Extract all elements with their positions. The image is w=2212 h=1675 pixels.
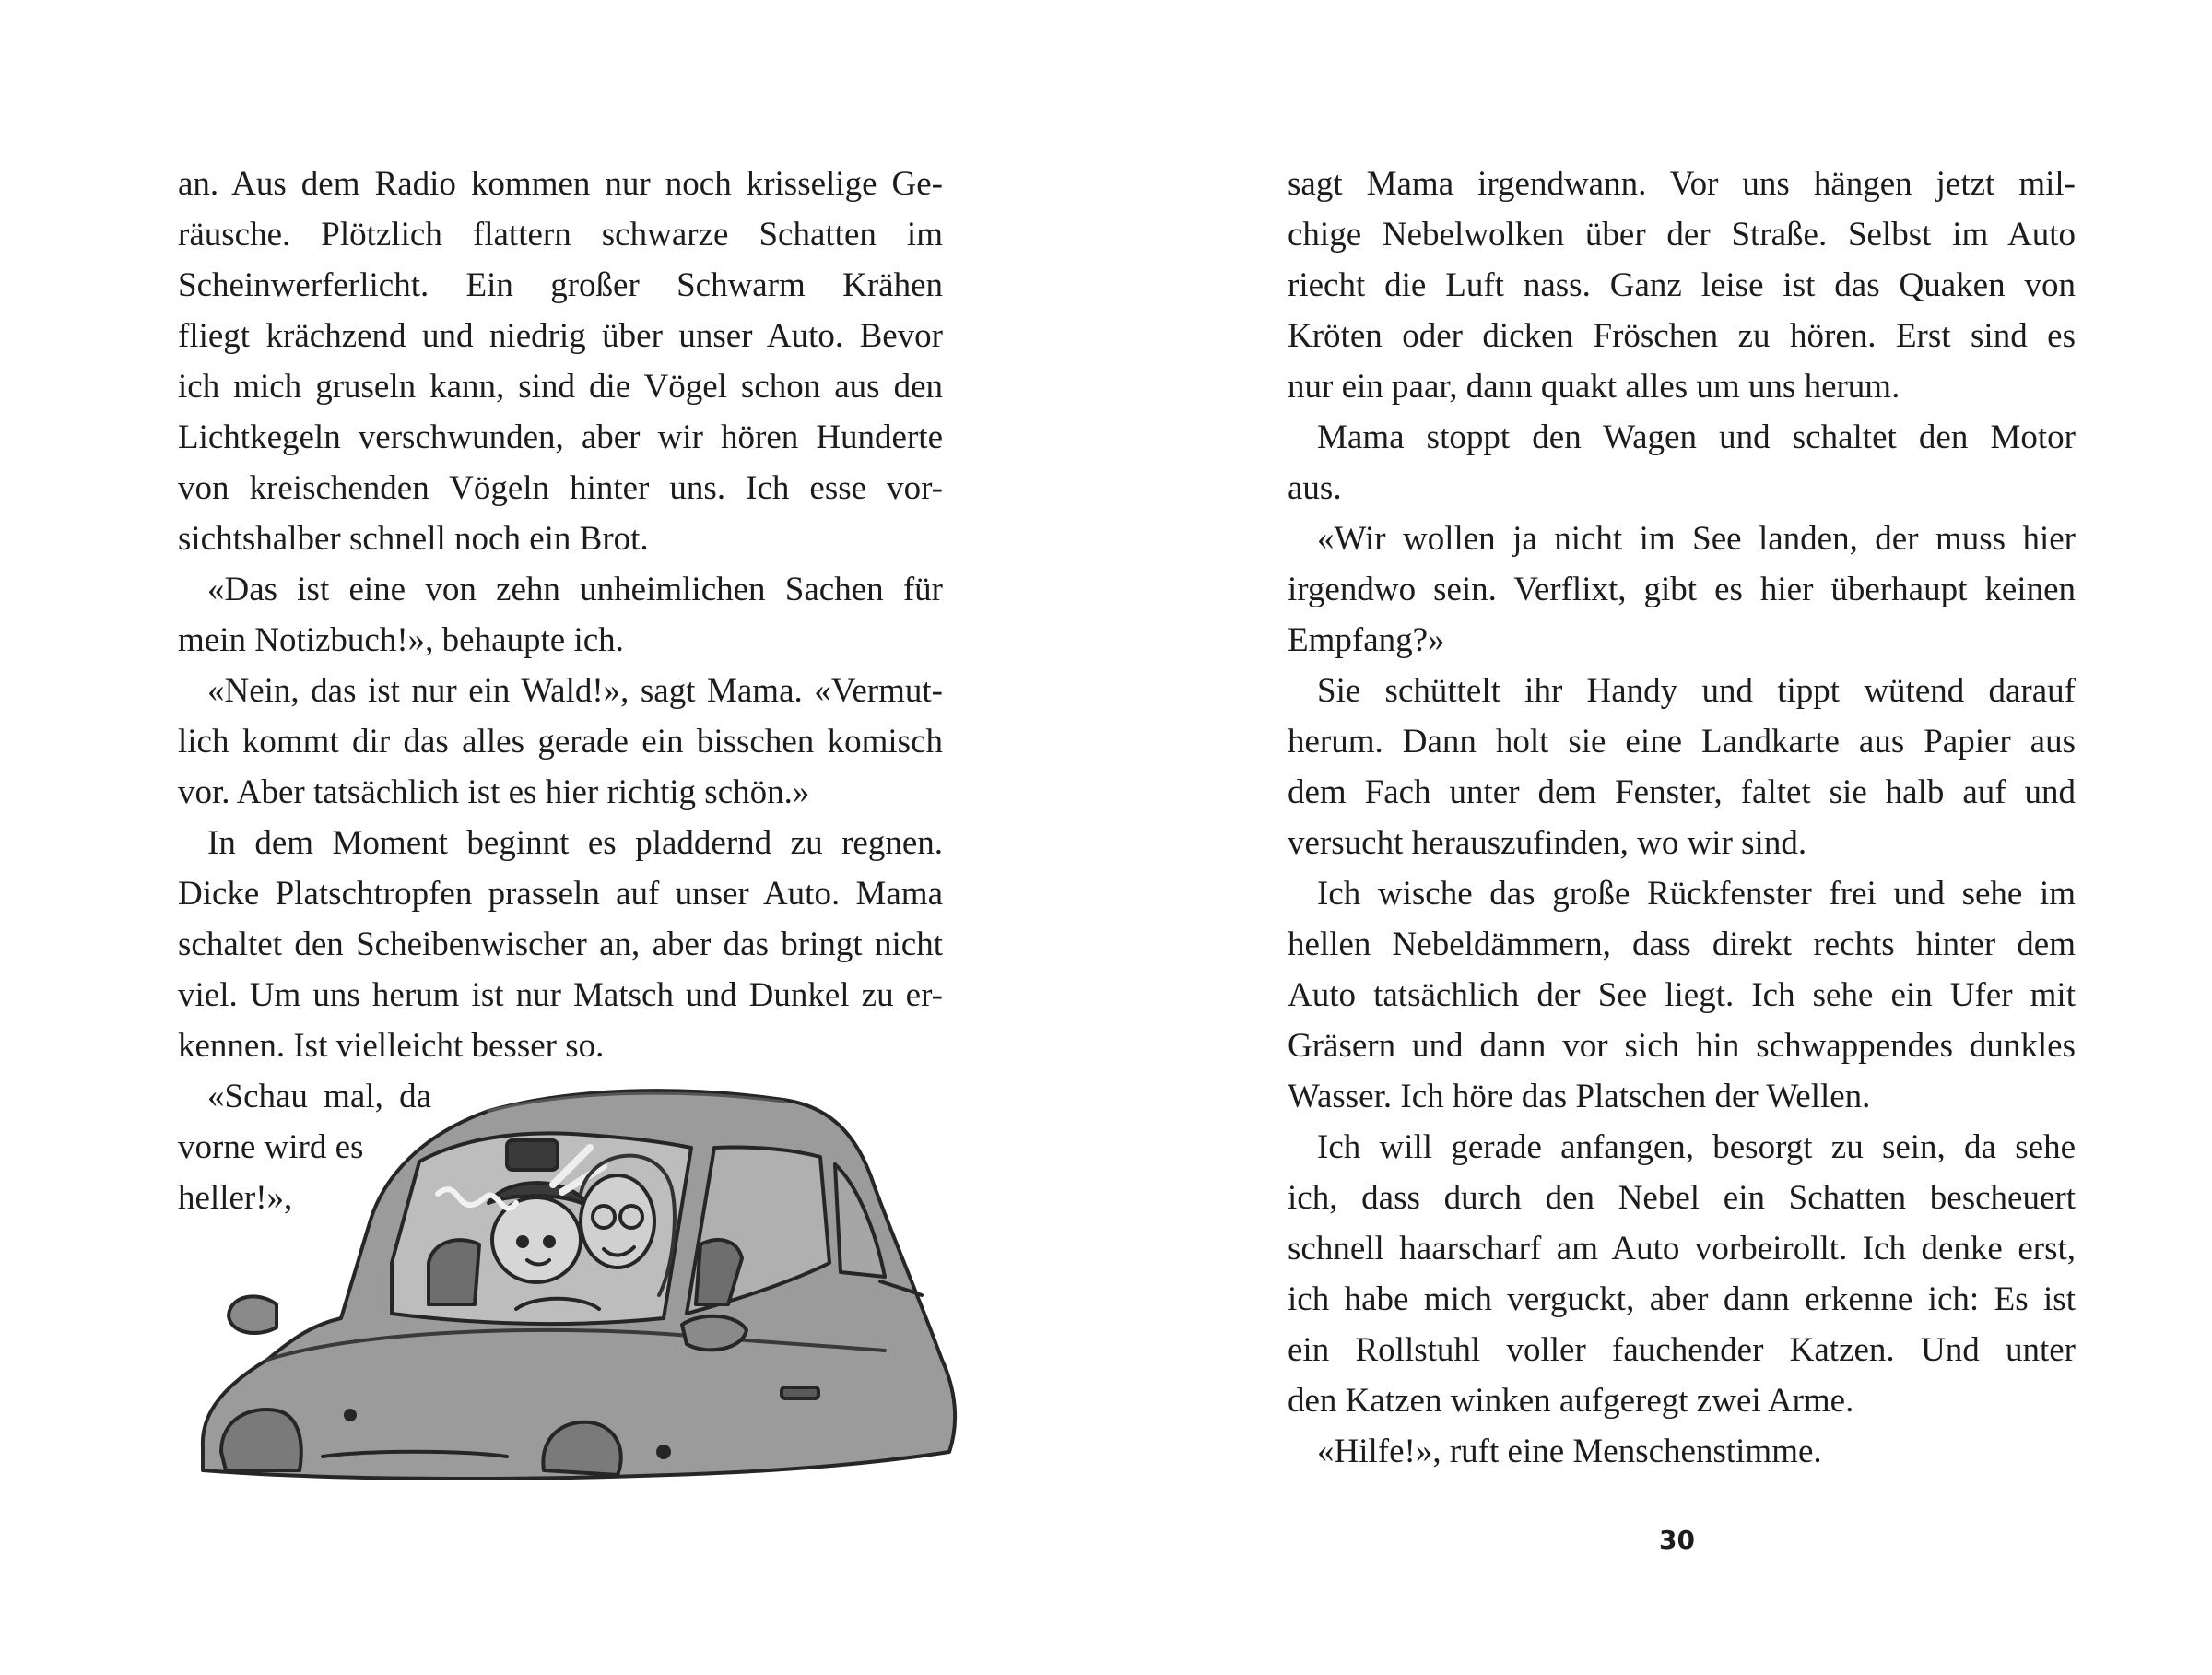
text-line: «Das ist eine von zehn unheimlichen Sachen für xyxy=(207,571,943,608)
text-line: «Schau mal, da xyxy=(207,1078,431,1115)
text-line: schnell haarscharf am Auto vorbeirollt. Ich denke erst, xyxy=(1288,1230,2076,1268)
text-line: sichtshalber schnell noch ein Brot. xyxy=(178,520,649,558)
text-line: Wasser. Ich höre das Platschen der Wellen. xyxy=(1288,1078,1871,1115)
text-line: versucht herauszufinden, wo wir sind. xyxy=(1288,824,1807,862)
text-line: Auto tatsächlich der See liegt. Ich sehe ein Ufer mit xyxy=(1288,976,2076,1014)
text-line: fliegt krächzend und niedrig über unser Auto. Bevor xyxy=(178,317,943,355)
text-line: riecht die Luft nass. Ganz leise ist das Quaken von xyxy=(1288,266,2076,304)
text-line: vorne wird es xyxy=(178,1128,364,1166)
text-line: Scheinwerferlicht. Ein großer Schwarm Krähen xyxy=(178,266,943,304)
text-line: räusche. Plötzlich flattern schwarze Schatten im xyxy=(178,216,943,254)
text-line: von kreischenden Vögeln hinter uns. Ich esse vor- xyxy=(178,469,943,507)
text-line: dem Fach unter dem Fenster, faltet sie halb auf und xyxy=(1288,773,2076,811)
text-line: In dem Moment beginnt es pladdernd zu regnen. xyxy=(207,824,943,862)
text-line: Gräsern und dann vor sich hin schwappendes dunkles xyxy=(1288,1027,2076,1065)
text-line: herum. Dann holt sie eine Landkarte aus Papier aus xyxy=(1288,723,2076,761)
right-page xyxy=(1106,0,2212,1675)
text-line: ich mich gruseln kann, sind die Vögel schon aus den xyxy=(178,368,943,406)
text-line: ich habe mich verguckt, aber dann erkenne ich: Es ist xyxy=(1288,1280,2076,1318)
text-line: mein Notizbuch!», behaupte ich. xyxy=(178,621,624,659)
left-mirror xyxy=(229,1296,276,1333)
text-line: Sie schüttelt ihr Handy und tippt wütend darauf xyxy=(1317,672,2076,710)
text-line: Dicke Platschtropfen prasseln auf unser Auto. Mama xyxy=(178,875,943,913)
text-line: «Hilfe!», ruft eine Menschenstimme. xyxy=(1317,1433,1822,1470)
text-line: Ich will gerade anfangen, besorgt zu sein, da sehe xyxy=(1317,1128,2076,1166)
text-line: nur ein paar, dann quakt alles um uns herum. xyxy=(1288,368,1900,406)
text-line: «Wir wollen ja nicht im See landen, der muss hier xyxy=(1317,520,2076,558)
text-line: Lichtkegeln verschwunden, aber wir hören Hunderte xyxy=(178,419,943,456)
text-line: «Nein, das ist nur ein Wald!», sagt Mama. «Vermut- xyxy=(207,672,943,710)
right-mirror xyxy=(682,1316,747,1351)
text-line: chige Nebelwolken über der Straße. Selbst im Auto xyxy=(1288,216,2076,254)
text-line: Mama stoppt den Wagen und schaltet den Motor xyxy=(1317,419,2076,456)
text-line: sagt Mama irgendwann. Vor uns hängen jetzt mil- xyxy=(1288,165,2076,203)
page-number: 30 xyxy=(1659,1525,1695,1555)
text-line: heller!», xyxy=(178,1179,293,1217)
text-line: den Katzen winken aufgeregt zwei Arme. xyxy=(1288,1382,1854,1420)
text-line: viel. Um uns herum ist nur Matsch und Dunkel zu er- xyxy=(178,976,943,1014)
text-line: aus. xyxy=(1288,469,1342,507)
text-line: Ich wische das große Rückfenster frei und sehe im xyxy=(1317,875,2076,913)
text-line: schaltet den Scheibenwischer an, aber das bringt nicht xyxy=(178,926,943,963)
text-line: irgendwo sein. Verflixt, gibt es hier überhaupt keinen xyxy=(1288,571,2076,608)
text-line: Kröten oder dicken Fröschen zu hören. Erst sind es xyxy=(1288,317,2076,355)
text-line: kennen. Ist vielleicht besser so. xyxy=(178,1027,605,1065)
text-line: lich kommt dir das alles gerade ein bisschen komisch xyxy=(178,723,943,761)
text-line: an. Aus dem Radio kommen nur noch krisselige Ge- xyxy=(178,165,943,203)
text-line: hellen Nebeldämmern, dass direkt rechts hinter dem xyxy=(1288,926,2076,963)
text-line: vor. Aber tatsächlich ist es hier richtig schön.» xyxy=(178,773,810,811)
text-line: ein Rollstuhl voller fauchender Katzen. Und unter xyxy=(1288,1331,2076,1369)
car-illustration xyxy=(184,1083,995,1489)
text-line: Empfang?» xyxy=(1288,621,1445,659)
text-line: ich, dass durch den Nebel ein Schatten bescheuert xyxy=(1288,1179,2076,1217)
